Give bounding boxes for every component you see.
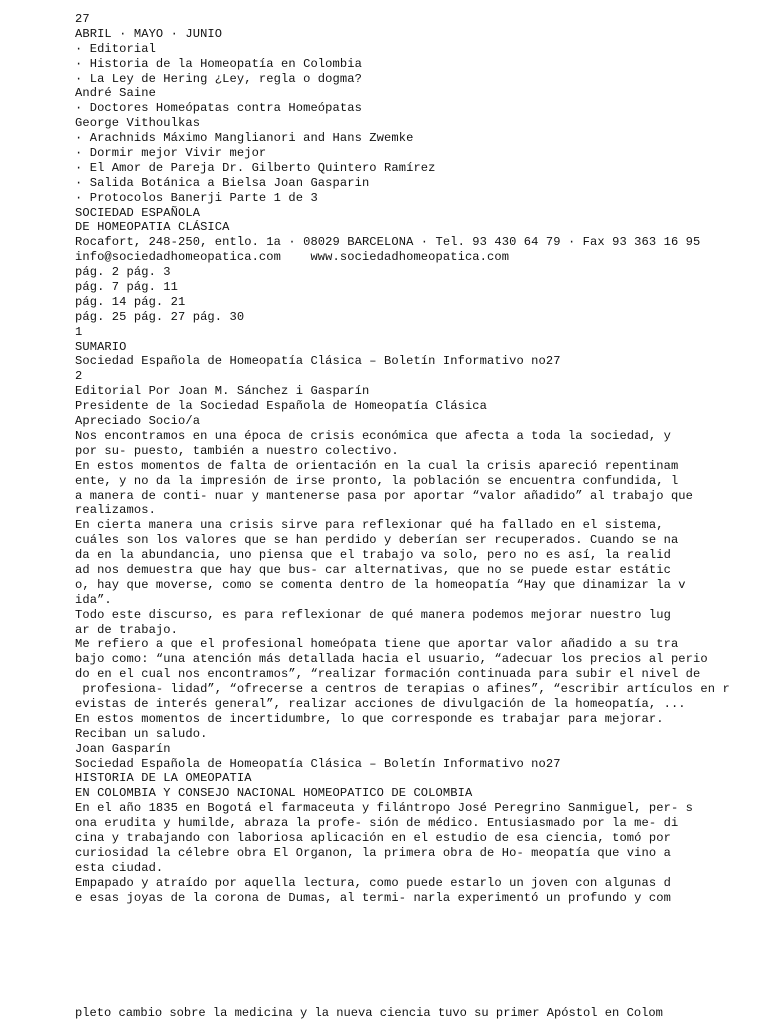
- text-line: realizamos.: [75, 503, 156, 518]
- text-line: Todo este discurso, es para reflexionar de qué manera podemos mejorar nuestro lug: [75, 607, 671, 622]
- document-tail-line: pleto cambio sobre la medicina y la nueva ciencia tuvo su primer Apóstol en Colom: [75, 1006, 663, 1020]
- text-line: pág. 14 pág. 21: [75, 294, 186, 309]
- text-line: Joan Gasparín: [75, 741, 171, 756]
- text-line: cuáles son los valores que se han perdido y deberían ser recuperados. Cuando se na: [75, 533, 679, 548]
- text-line: Sociedad Española de Homeopatía Clásica – Boletín Informativo no27: [75, 756, 561, 771]
- text-line: ar de trabajo.: [75, 622, 179, 637]
- text-line: En el año 1835 en Bogotá el farmaceuta y filántropo José Peregrino Sanmiguel, per- s: [75, 801, 694, 816]
- text-line: · Dormir mejor Vivir mejor: [75, 146, 267, 161]
- text-line: ida”.: [75, 592, 112, 607]
- text-line: SOCIEDAD ESPAÑOLA: [75, 205, 201, 220]
- text-line: En cierta manera una crisis sirve para reflexionar qué ha fallado en el sistema,: [75, 518, 664, 533]
- text-line: ente, y no da la impresión de irse pronto, la población se encuentra confundida, l: [75, 473, 679, 488]
- text-line: En estos momentos de incertidumbre, lo que corresponde es trabajar para mejorar.: [75, 711, 664, 726]
- text-line: · Protocolos Banerji Parte 1 de 3: [75, 190, 318, 205]
- text-line: esta ciudad.: [75, 860, 164, 875]
- text-line: Rocafort, 248-250, entlo. 1a · 08029 BARCELONA · Tel. 93 430 64 79 · Fax 93 363 16 95: [75, 235, 701, 250]
- text-line: ad nos demuestra que hay que bus- car alternativas, que no se puede estar estátic: [75, 562, 671, 577]
- text-line: · Doctores Homeópatas contra Homeópatas: [75, 101, 362, 116]
- text-line: · Salida Botánica a Bielsa Joan Gasparin: [75, 175, 370, 190]
- text-line: · La Ley de Hering ¿Ley, regla o dogma?: [75, 71, 362, 86]
- text-line: Nos encontramos en una época de crisis económica que afecta a toda la sociedad, y: [75, 428, 671, 443]
- text-line: Empapado y atraído por aquella lectura, como puede estarlo un joven con algunas d: [75, 875, 671, 890]
- text-line: info@sociedadhomeopatica.com www.sociedadhomeopatica.com: [75, 250, 510, 265]
- text-line: profesiona- lidad”, “ofrecerse a centros de terapias o afines”, “escribir artículos en r: [75, 682, 730, 697]
- text-line: HISTORIA DE LA OMEOPATIA: [75, 771, 252, 786]
- text-line: cina y trabajando con laboriosa aplicación en el estudio de esa ciencia, tomó por: [75, 830, 671, 845]
- text-line: curiosidad la célebre obra El Organon, la primera obra de Ho- meopatía que vino a: [75, 845, 671, 860]
- text-line: Editorial Por Joan M. Sánchez i Gasparín: [75, 384, 370, 399]
- text-line: ona erudita y humilde, abraza la profe- sión de médico. Entusiasmado por la me- di: [75, 816, 679, 831]
- text-line: pág. 25 pág. 27 pág. 30: [75, 309, 245, 324]
- text-line: pág. 2 pág. 3: [75, 265, 171, 280]
- text-line: SUMARIO: [75, 339, 127, 354]
- text-line: da en la abundancia, uno piensa que el trabajo va solo, pero no es así, la realid: [75, 548, 671, 563]
- text-line: o, hay que moverse, como se comenta dentro de la homeopatía “Hay que dinamizar la v: [75, 577, 686, 592]
- text-line: Presidente de la Sociedad Española de Homeopatía Clásica: [75, 399, 488, 414]
- text-line: Apreciado Socio/a: [75, 414, 201, 429]
- text-line: por su- puesto, también a nuestro colectivo.: [75, 443, 399, 458]
- text-line: André Saine: [75, 86, 156, 101]
- text-line: do en el cual nos encontramos”, “realizar formación continuada para subir el nivel de: [75, 667, 701, 682]
- text-line: ABRIL · MAYO · JUNIO: [75, 26, 223, 41]
- text-line: · Historia de la Homeopatía en Colombia: [75, 56, 362, 71]
- text-line: DE HOMEOPATIA CLÁSICA: [75, 220, 230, 235]
- text-line: Reciban un saludo.: [75, 726, 208, 741]
- text-line: 1: [75, 324, 83, 339]
- text-line: 27: [75, 12, 90, 26]
- text-line: pág. 7 pág. 11: [75, 280, 179, 295]
- text-line: bajo como: “una atención más detallada hacia el usuario, “adecuar los precios al perio: [75, 652, 708, 667]
- text-line: evistas de interés general”, realizar acciones de divulgación de la homeopatía, ...: [75, 696, 686, 711]
- text-line: EN COLOMBIA Y CONSEJO NACIONAL HOMEOPATICO DE COLOMBIA: [75, 786, 473, 801]
- text-line: Me refiero a que el profesional homeópata tiene que aportar valor añadido a su tra: [75, 637, 679, 652]
- text-line: En estos momentos de falta de orientación en la cual la crisis apareció repentinam: [75, 458, 679, 473]
- text-line: a manera de conti- nuar y mantenerse pasa por aportar “valor añadido” al trabajo que: [75, 488, 694, 503]
- text-line: 2: [75, 369, 83, 384]
- text-line: e esas joyas de la corona de Dumas, al termi- narla experimentó un profundo y com: [75, 890, 671, 905]
- text-line: · Arachnids Máximo Manglianori and Hans Zwemke: [75, 131, 414, 146]
- text-line: · El Amor de Pareja Dr. Gilberto Quintero Ramírez: [75, 160, 436, 175]
- document-text: [75, 12, 755, 905]
- text-line: · Editorial: [75, 41, 156, 56]
- text-line: Sociedad Española de Homeopatía Clásica – Boletín Informativo no27: [75, 354, 561, 369]
- text-line: George Vithoulkas: [75, 116, 201, 131]
